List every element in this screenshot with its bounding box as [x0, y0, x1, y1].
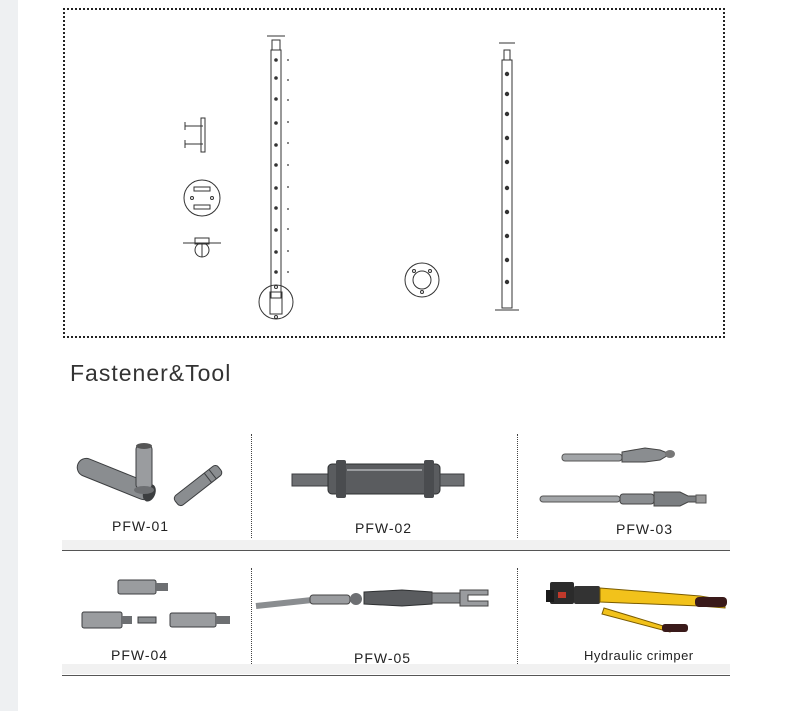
post-one-dots: [287, 59, 289, 273]
swage-fork-fittings-image: [520, 434, 730, 514]
column-divider: [517, 568, 518, 664]
hydraulic-crimper-image: [520, 568, 730, 643]
turnbuckle-body-image: [252, 434, 516, 514]
cable-turnbuckle-image: [252, 568, 516, 643]
post-two-holes: [505, 72, 509, 284]
product-code: PFW-03: [616, 521, 674, 537]
post-one-holes: [274, 58, 278, 274]
base-plate-top-view: [184, 180, 220, 216]
product-pfw-02[interactable]: [252, 434, 516, 538]
end-fittings-image: [70, 434, 250, 514]
product-pfw-01[interactable]: [70, 434, 250, 538]
row-rule: [62, 550, 730, 551]
round-flange-top-view: [405, 263, 439, 297]
product-hydraulic-crimper[interactable]: [520, 568, 730, 664]
product-code: PFW-04: [111, 647, 169, 663]
post-elevation-two: [495, 43, 519, 310]
product-pfw-05[interactable]: [252, 568, 516, 664]
product-code: Hydraulic crimper: [584, 648, 694, 663]
section-title: Fastener&Tool: [70, 360, 232, 386]
tension-sleeves-image: [70, 568, 250, 643]
product-code: PFW-05: [354, 650, 412, 666]
post-drawing-frame: [63, 8, 725, 338]
product-pfw-03[interactable]: [520, 434, 730, 538]
product-pfw-04[interactable]: [70, 568, 250, 664]
bracket-front-view: [183, 238, 221, 257]
column-divider: [517, 434, 518, 538]
left-margin-strip: [0, 0, 18, 711]
product-code: PFW-02: [355, 520, 413, 536]
product-code: PFW-01: [112, 518, 170, 534]
row-band: [62, 540, 730, 550]
row-rule: [62, 675, 730, 676]
post-technical-drawing: [65, 10, 727, 340]
bracket-side-view: [185, 118, 205, 152]
